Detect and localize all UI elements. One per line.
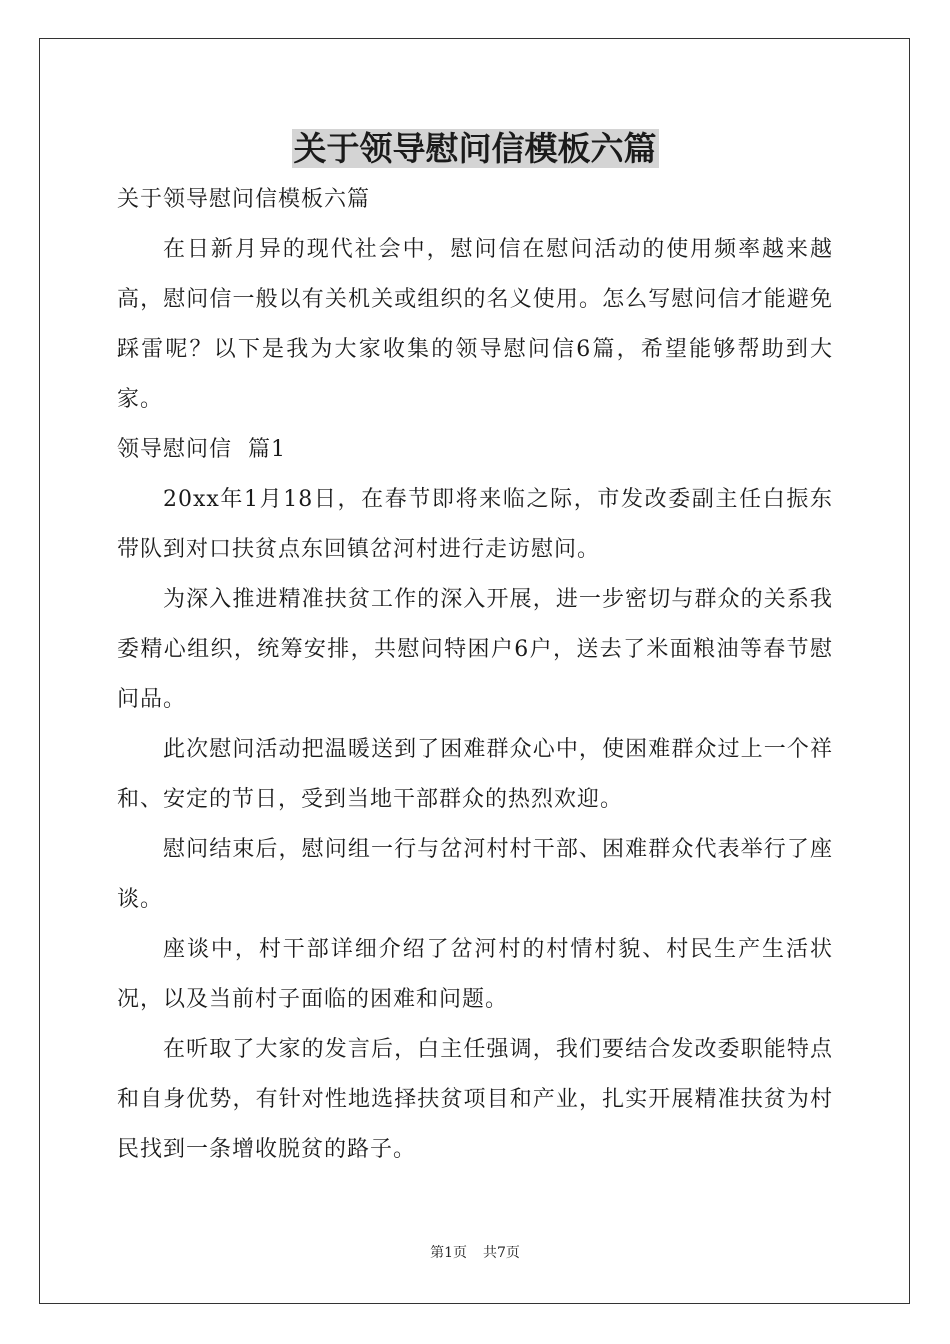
section-heading: 领导慰问信 篇1 [117, 437, 286, 462]
document-body [117, 175, 833, 1175]
page-number-current: 第1页 [430, 1245, 467, 1261]
paragraph: 关于领导慰问信模板六篇 [117, 187, 371, 212]
paragraph: 座谈中，村干部详细介绍了岔河村的村情村貌、村民生产生活状况，以及当前村子面临的困难和问题。 [117, 937, 833, 1012]
document-title [0, 124, 950, 174]
page-footer [0, 1243, 950, 1263]
paragraph: 20xx年1月18日，在春节即将来临之际，市发改委副主任白振东带队到对口扶贫点东回镇岔河村进行走访慰问。 [117, 487, 833, 562]
document-title-text: 关于领导慰问信模板六篇 [293, 129, 657, 168]
paragraph: 慰问结束后，慰问组一行与岔河村村干部、困难群众代表举行了座谈。 [117, 837, 833, 912]
paragraph: 此次慰问活动把温暖送到了困难群众心中，使困难群众过上一个祥和、安定的节日，受到当地干部群众的热烈欢迎。 [117, 737, 833, 812]
paragraph: 在听取了大家的发言后，白主任强调，我们要结合发改委职能特点和自身优势，有针对性地选择扶贫项目和产业，扎实开展精准扶贫为村民找到一条增收脱贫的路子。 [117, 1037, 833, 1162]
paragraph: 为深入推进精准扶贫工作的深入开展，进一步密切与群众的关系我委精心组织，统筹安排，共慰问特困户6户，送去了米面粮油等春节慰问品。 [117, 587, 833, 712]
paragraph: 在日新月异的现代社会中，慰问信在慰问活动的使用频率越来越高，慰问信一般以有关机关或组织的名义使用。怎么写慰问信才能避免踩雷呢？以下是我为大家收集的领导慰问信6篇，希望能够帮助到大家。 [117, 237, 833, 412]
page-number-total: 共7页 [483, 1245, 520, 1261]
